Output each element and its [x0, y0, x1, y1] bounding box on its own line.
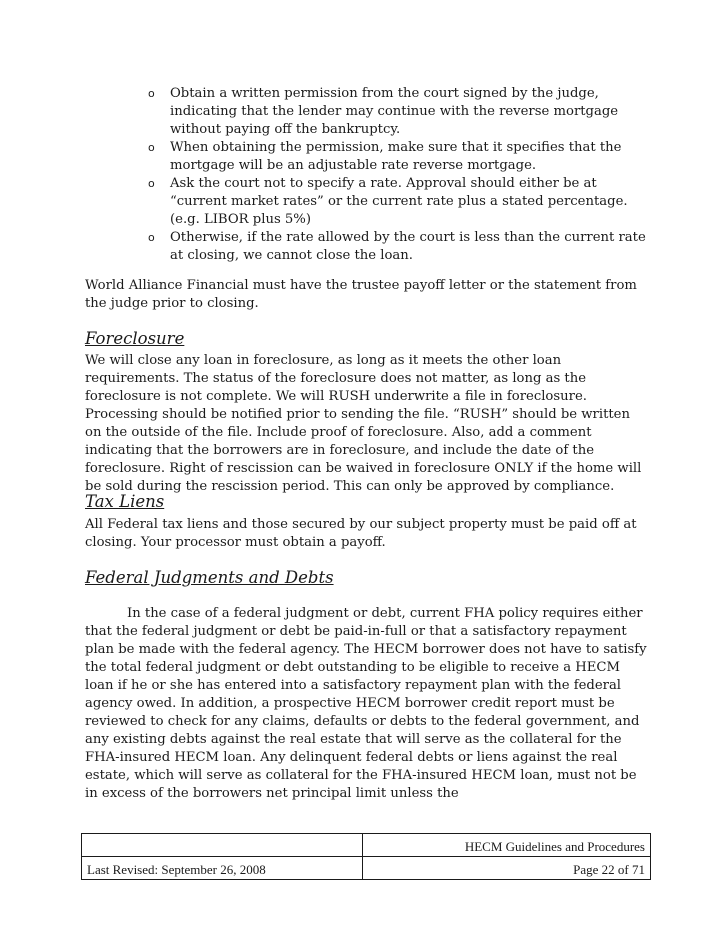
- foreclosure-heading: Foreclosure: [85, 329, 185, 348]
- list-item: [148, 175, 648, 229]
- list-item: [148, 85, 648, 139]
- bankruptcy-bullet-list: [148, 85, 648, 265]
- federal-judgments-heading: Federal Judgments and Debts: [85, 568, 334, 587]
- bullet-marker: o: [148, 87, 155, 100]
- bullet-marker: o: [148, 177, 155, 190]
- list-item: [148, 229, 648, 265]
- federal-judgments-body: In the case of a federal judgment or debt, current FHA policy requires either that the federal judgment or debt be paid-in-full or that a satisfactory repayment plan be made with the federal agency. The HECM borrower does not have to satisfy the total federal judgment or debt outstanding to be eligible to receive a HECM loan if he or she has entered into a satisfactory repayment plan with the federal agency owed. In addition, a prospective HECM borrower credit report must be reviewed to check for any claims, defaults or debts to the federal government, and any existing debts against the real estate that will serve as the collateral for the FHA-insured HECM loan. Any delinquent federal debts or liens against the real estate, which will serve as collateral for the FHA-insured HECM loan, must not be in excess of the borrowers net principal limit unless the: [85, 606, 647, 801]
- footer-page-number: Page 22 of 71: [363, 857, 651, 880]
- footer-empty-cell: [82, 834, 363, 857]
- page-footer: [81, 833, 651, 880]
- list-item: [148, 139, 648, 175]
- bullet-text: When obtaining the permission, make sure that it specifies that the mortgage will be an adjustable rate reverse mortgage.: [170, 140, 622, 173]
- bullet-marker: o: [148, 231, 155, 244]
- foreclosure-body: We will close any loan in foreclosure, as long as it meets the other loan requirements. The status of the foreclosure does not matter, as long as the foreclosure is not complete. We will RUSH underwrite a file in foreclosure. Processing should be notified prior to sending the file. “RUSH” should be written on the outside of the file. Include proof of foreclosure. Also, add a comment indicating that the borrowers are in foreclosure, and include the date of the foreclosure. Right of rescission can be waived in foreclosure ONLY if the home will be sold during the rescission period. This can only be approved by compliance.: [85, 353, 642, 494]
- footer-doc-title: HECM Guidelines and Procedures: [363, 834, 651, 857]
- bullet-text: Ask the court not to specify a rate. Approval should either be at “current market rates” or the current rate plus a stated percentage. (e.g. LIBOR plus 5%): [170, 176, 628, 227]
- tax-liens-heading: Tax Liens: [85, 492, 165, 511]
- bullet-text: Obtain a written permission from the court signed by the judge, indicating that the lender may continue with the reverse mortgage without paying off the bankruptcy.: [170, 86, 619, 137]
- footer-last-revised: Last Revised: September 26, 2008: [82, 857, 363, 880]
- tax-liens-body: All Federal tax liens and those secured by our subject property must be paid off at closing. Your processor must obtain a payoff.: [85, 517, 637, 550]
- trustee-paragraph: World Alliance Financial must have the trustee payoff letter or the statement from the judge prior to closing.: [85, 278, 637, 311]
- bullet-text: Otherwise, if the rate allowed by the court is less than the current rate at closing, we cannot close the loan.: [170, 230, 646, 263]
- bullet-marker: o: [148, 141, 155, 154]
